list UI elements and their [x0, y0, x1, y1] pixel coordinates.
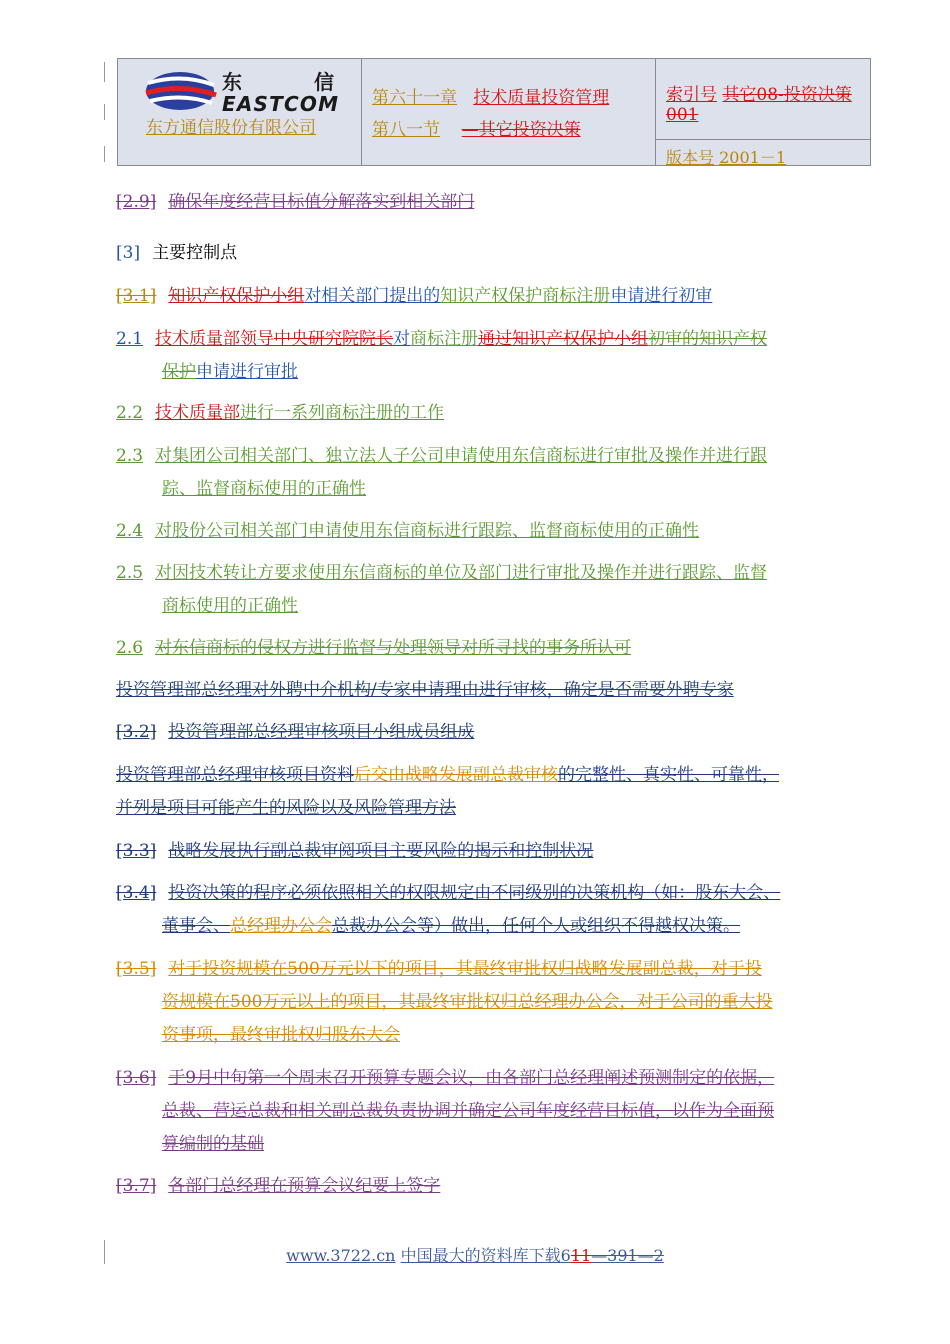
item-number: [2.9]: [116, 192, 157, 212]
text-line: 投资管理部总经理审核项目小组成员组成: [168, 722, 475, 742]
header-index-cell: [656, 59, 870, 165]
item-number: 2.1: [116, 329, 144, 349]
margin-marker: [104, 146, 105, 162]
text-seg: 商标注册: [410, 329, 479, 349]
item-number: [3.3]: [116, 841, 157, 861]
item-number: [3.4]: [116, 883, 157, 903]
text-seg: 总裁办公会等）做出，任何个人或组织不得越权决策。: [332, 916, 740, 936]
text-seg: 技术质量部领导: [155, 329, 275, 349]
margin-marker: [104, 104, 105, 120]
text-seg: 对相关部门提出的: [304, 286, 441, 306]
text-seg: 对: [393, 329, 411, 349]
eastcom-logo: [142, 69, 342, 113]
text-line: 于9月中旬第一个周末召开预算专题会议，由各部门总经理阐述预测制定的依据，: [168, 1068, 775, 1088]
chapter-title: [372, 83, 609, 108]
paragraph-3-2: [116, 716, 861, 749]
text-line: 总裁、营运总裁和相关副总裁负责协调并确定公司年度经营目标值，以作为全面预: [162, 1101, 774, 1121]
text-seg: 技术质量部: [155, 403, 241, 423]
document-header-table: [117, 58, 871, 166]
text-seg: 后交由战略发展副总裁审核: [354, 765, 558, 785]
item-number: [3.6]: [116, 1068, 157, 1088]
item-text: 确保年度经营目标值分解落实到相关部门: [168, 192, 475, 212]
item-number: [3.7]: [116, 1176, 157, 1196]
paragraph-3-3: [116, 835, 861, 868]
margin-marker: [104, 62, 105, 82]
company-name: 东方通信股份有限公司: [146, 118, 316, 138]
item-number: [3.5]: [116, 959, 157, 979]
version-value: 2001－1: [719, 148, 787, 167]
text-line: 商标使用的正确性: [162, 596, 298, 616]
item-number: 2.4: [116, 521, 144, 541]
text-line: 各部门总经理在预算会议纪要上签字: [168, 1176, 441, 1196]
item-number: 2.6: [116, 638, 144, 658]
index-value: 其它08-投资决策001: [666, 85, 852, 125]
item-number: 2.5: [116, 563, 144, 583]
paragraph-3-5: [116, 953, 861, 1052]
text-line: 对东信商标的侵权方进行监督与处理领导对所寻找的事务所认可: [155, 638, 632, 658]
text-seg: 进行一系列商标注册的工作: [240, 403, 445, 423]
text-seg: 知识产权保护商标注册: [440, 286, 611, 306]
index-number: [666, 85, 866, 125]
header-company-cell: [118, 59, 362, 165]
paragraph-2-3: [116, 440, 861, 506]
paragraph-2-5: [116, 557, 861, 623]
heading-number: [3]: [116, 243, 141, 263]
cell-divider: [656, 139, 870, 140]
paragraph-2-6: [116, 632, 861, 665]
version-number: [666, 145, 786, 168]
footer-site-link[interactable]: www.3722.cn: [286, 1246, 396, 1265]
paragraph-2-4: [116, 515, 861, 548]
footer-page-part: 6: [560, 1246, 571, 1265]
text-line: 对因技术转让方要求使用东信商标的单位及部门进行审批及操作并进行跟踪、监督: [155, 563, 768, 583]
text-seg: 知识产权保护小组: [168, 286, 305, 306]
chapter-number: 第六十一章: [372, 88, 457, 108]
text-seg: 董事会、: [162, 916, 230, 936]
item-number: [3.2]: [116, 722, 157, 742]
text-seg: 初审的知识产权: [648, 329, 768, 349]
footer-page-part: —391—2: [591, 1246, 664, 1265]
chapter-name: 技术质量投资管理: [473, 88, 610, 108]
item-number: 2.3: [116, 446, 144, 466]
paragraph-consultant-review: [116, 674, 861, 707]
version-label: 版本号: [666, 148, 715, 167]
text-seg: 申请进行审批: [196, 362, 298, 382]
section-number: 第八一节: [372, 120, 440, 140]
text-line: 算编制的基础: [162, 1134, 264, 1154]
text-seg: 的完整性、真实性、可靠性，: [558, 765, 779, 785]
text-seg: 投资管理部总经理审核项目资料: [116, 765, 354, 785]
logo-chinese-text: 东 信: [222, 70, 334, 94]
text-line: 并列是项目可能产生的风险以及风险管理方法: [116, 798, 456, 818]
paragraph-material-review: [116, 759, 861, 825]
text-seg: 总经理办公会: [230, 916, 332, 936]
text-line: 战略发展执行副总裁审阅项目主要风险的揭示和控制状况: [168, 841, 594, 861]
paragraph-2-2: [116, 397, 861, 430]
text-line: 对股份公司相关部门申请使用东信商标进行跟踪、监督商标使用的正确性: [155, 521, 700, 541]
section-title: [372, 115, 581, 140]
text-line: 对集团公司相关部门、独立法人子公司申请使用东信商标进行审批及操作并进行跟: [155, 446, 768, 466]
item-number: 2.2: [116, 403, 144, 423]
text-seg: 中央研究院院长: [274, 329, 394, 349]
paragraph-3-1: [116, 280, 861, 313]
footer-text: 中国最大的资料库下载: [400, 1246, 561, 1265]
paragraph-2-9: [116, 186, 861, 219]
section-heading-3: [116, 237, 861, 270]
index-label: 索引号: [666, 85, 717, 105]
paragraph-3-6: [116, 1062, 861, 1161]
logo-english-text: EASTCOM: [222, 92, 338, 113]
section-name: —其它投资决策: [461, 120, 581, 140]
text-line: 资事项，最终审批权归股东大会: [162, 1025, 400, 1045]
paragraph-2-1: [116, 323, 861, 389]
text-line: 对于投资规模在500万元以下的项目，其最终审批权归战略发展副总裁，对于投: [168, 959, 762, 979]
text-line: 资规模在500万元以上的项目，其最终审批权归总经理办公会，对于公司的重大投: [162, 992, 773, 1012]
item-number: [3.1]: [116, 286, 157, 306]
text-seg: 保护: [162, 362, 196, 382]
text-line: 踪、监督商标使用的正确性: [162, 479, 366, 499]
footer-page-part: 11: [570, 1246, 592, 1265]
heading-text: 主要控制点: [152, 243, 238, 263]
paragraph-3-7: [116, 1170, 861, 1203]
page-footer: [0, 1243, 950, 1266]
header-chapter-cell: [362, 59, 656, 165]
text-line: 投资决策的程序必须依照相关的权限规定由不同级别的决策机构（如：股东大会、: [168, 883, 781, 903]
text-seg: 通过知识产权保护小组: [478, 329, 649, 349]
text-seg: 申请进行初审: [610, 286, 713, 306]
text-line: 投资管理部总经理对外聘中介机构/专家申请理由进行审核，确定是否需要外聘专家: [116, 680, 734, 700]
paragraph-3-4: [116, 877, 861, 943]
